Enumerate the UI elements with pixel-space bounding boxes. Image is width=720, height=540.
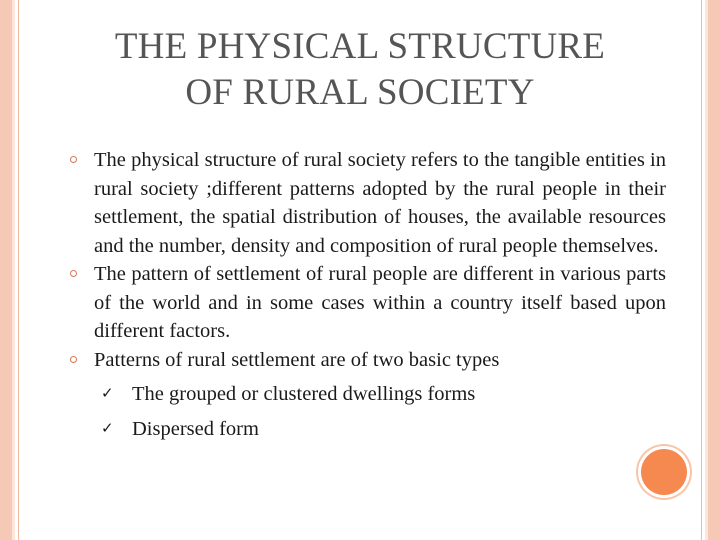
right-decorative-stripe	[708, 0, 720, 540]
right-decorative-stripe-inner	[705, 0, 708, 540]
bullet-circle-icon	[70, 356, 77, 363]
sub-bullet-text: The grouped or clustered dwellings forms	[132, 383, 476, 405]
bullet-item	[64, 146, 666, 260]
checkmark-icon: ✓	[101, 420, 114, 437]
slide-title-line-1: THE PHYSICAL STRUCTURE	[114, 26, 606, 67]
left-decorative-stripe-inner	[12, 0, 15, 540]
left-decorative-stripe	[0, 0, 12, 540]
checkmark-icon: ✓	[101, 386, 114, 402]
bullet-item	[64, 346, 666, 375]
right-decorative-line	[701, 0, 702, 540]
bullet-circle-icon	[70, 156, 77, 163]
bullet-text: Patterns of rural settlement are of two basic types	[94, 348, 500, 371]
bullet-text: The pattern of settlement of rural people are different in various parts of the world and in some cases within a country itself based upon different factors.	[94, 263, 666, 342]
sub-bullet-item	[64, 415, 666, 444]
bullet-text: The physical structure of rural society refers to the tangible entities in rural society ;different patterns adopted by the rural people in their settlement, the spatial distribution of houses, the available resources and the number, density and composition of rural people themselves.	[94, 149, 666, 257]
sub-bullet-item	[64, 380, 666, 409]
decorative-orange-circle	[641, 449, 687, 495]
sub-bullet-text: Dispersed form	[132, 417, 259, 440]
bullet-item	[64, 260, 666, 346]
left-decorative-line	[18, 0, 19, 540]
slide-body	[64, 146, 666, 443]
slide-title	[40, 24, 680, 116]
bullet-circle-icon	[70, 270, 77, 277]
slide-title-line-2: OF RURAL SOCIETY	[185, 72, 535, 113]
